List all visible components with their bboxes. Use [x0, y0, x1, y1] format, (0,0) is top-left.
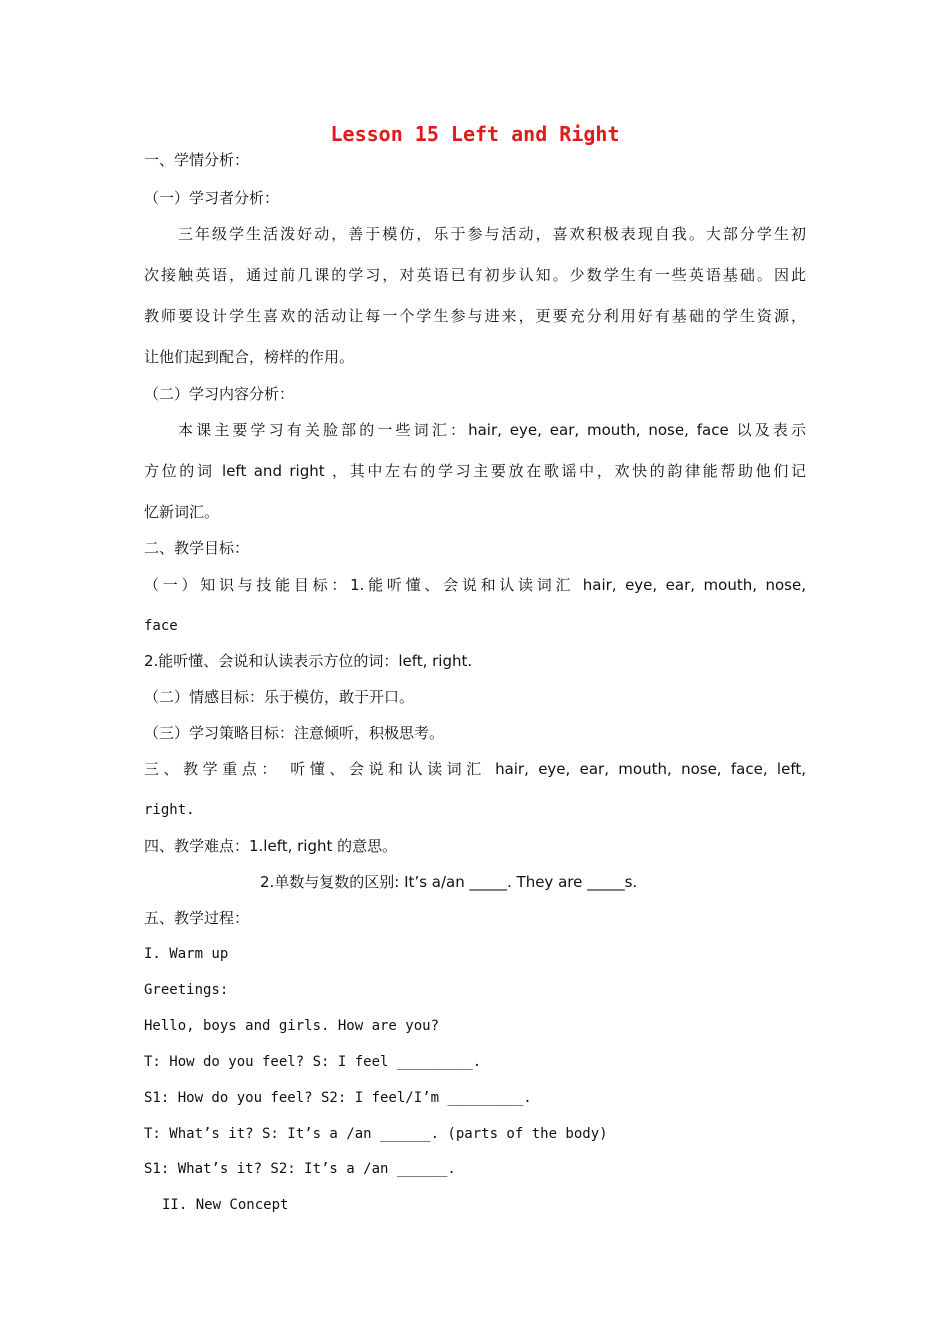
goal-knowledge-skills: （一）知识与技能目标：1.能听懂、会说和认读词汇 hair, eye, ear, mouth, nose, — [144, 576, 806, 594]
step-new-concept: II. New Concept — [162, 1197, 289, 1213]
section-heading-key-points: 三、教学重点： 听懂、会说和认读词汇 hair, eye, ear, mouth, nose, face, left, — [144, 760, 806, 778]
subsection-content-analysis: （二）学习内容分析： — [144, 385, 295, 403]
section-heading-teaching-process: 五、教学过程： — [144, 909, 250, 927]
paragraph-line: 次接触英语，通过前几课的学习，对英语已有初步认知。少数学生有一些英语基础。因此 — [144, 266, 806, 284]
dialogue-line: Hello, boys and girls. How are you? — [144, 1018, 440, 1034]
paragraph-line: 本课主要学习有关脸部的一些词汇：hair, eye, ear, mouth, nose, face 以及表示 — [178, 421, 806, 439]
key-points-cont: right. — [144, 802, 195, 818]
greetings-label: Greetings: — [144, 982, 229, 998]
dialogue-line: S1: How do you feel? S2: I feel/I’m _________. — [144, 1090, 532, 1106]
difficulty-2: 2.单数与复数的区别: It’s a/an _____. They are _____s. — [260, 873, 638, 891]
section-heading-teaching-goals: 二、教学目标： — [144, 539, 250, 557]
dialogue-line: T: What’s it? S: It’s a /an ______. (parts of the body) — [144, 1126, 608, 1142]
goal-learning-strategy: （三）学习策略目标：注意倾听，积极思考。 — [144, 724, 445, 742]
paragraph-line: 三年级学生活泼好动，善于模仿，乐于参与活动，喜欢积极表现自我。大部分学生初 — [178, 225, 806, 243]
goal-knowledge-skills-2: 2.能听懂、会说和认读表示方位的词：left, right. — [144, 652, 473, 670]
step-warm-up: I. Warm up — [144, 946, 229, 962]
dialogue-line: S1: What’s it? S2: It’s a /an ______. — [144, 1161, 456, 1177]
section-heading-difficulties: 四、教学难点：1.left, right 的意思。 — [144, 837, 398, 855]
dialogue-line: T: How do you feel? S: I feel _________. — [144, 1054, 482, 1070]
section-heading-learner-analysis: 一、学情分析： — [144, 151, 250, 169]
subsection-learner-analysis: （一）学习者分析： — [144, 189, 280, 207]
paragraph-line: 忆新词汇。 — [144, 503, 220, 521]
paragraph-line: 教师要设计学生喜欢的活动让每一个学生参与进来，更要充分利用好有基础的学生资源， — [144, 307, 806, 325]
paragraph-line: 让他们起到配合，榜样的作用。 — [144, 348, 355, 366]
goal-emotion: （二）情感目标：乐于模仿，敢于开口。 — [144, 688, 415, 706]
goal-knowledge-skills-cont: face — [144, 618, 178, 634]
document-title: Lesson 15 Left and Right — [330, 122, 620, 146]
paragraph-line: 方位的词 left and right ，其中左右的学习主要放在歌谣中，欢快的韵律能帮助他们记 — [144, 462, 806, 480]
